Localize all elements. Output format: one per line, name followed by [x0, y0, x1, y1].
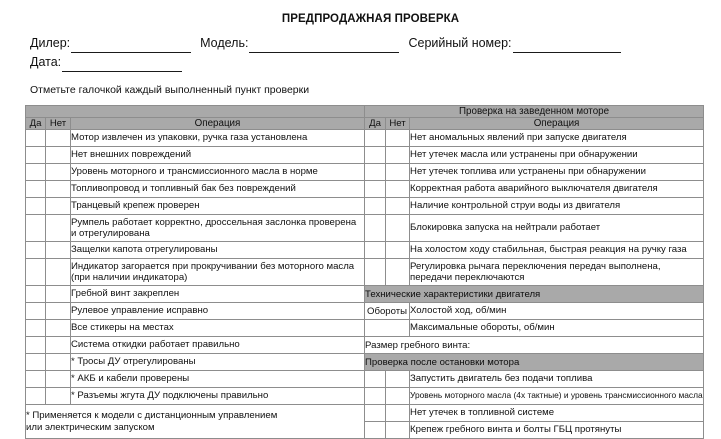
operation-label-left: Мотор извлечен из упаковки, ручка газа установлена — [71, 130, 365, 147]
operation-label-left: Индикатор загорается при прокручивании без моторного масла (при наличии индикатора) — [71, 259, 365, 286]
checkbox-yes-left[interactable] — [26, 242, 46, 259]
rpm-label: Обороты — [365, 303, 410, 320]
column-header-operation-left: Операция — [71, 118, 365, 130]
table-row-propeller-size — [26, 337, 704, 354]
operation-label-left: Румпель работает корректно, дроссельная заслонка проверена и отрегулирована — [71, 215, 365, 242]
checklist-table — [25, 105, 704, 439]
table-column-header-row — [26, 118, 704, 130]
table-row — [26, 147, 704, 164]
table-row-footnote — [26, 405, 704, 422]
checkbox-no-right[interactable] — [386, 422, 410, 439]
checkbox-no-right[interactable] — [386, 405, 410, 422]
table-row — [26, 242, 704, 259]
table-row — [26, 371, 704, 388]
table-section-header-row — [26, 106, 704, 118]
checkbox-no-right[interactable] — [386, 259, 410, 286]
operation-label-right: На холостом ходу стабильная, быстрая реакция на ручку газа — [410, 242, 704, 259]
table-row — [26, 388, 704, 405]
checkbox-no-left[interactable] — [46, 259, 71, 286]
instruction-text: Отметьте галочкой каждый выполненный пункт проверки — [30, 84, 310, 96]
form-row-date — [30, 53, 721, 72]
checkbox-yes-left[interactable] — [26, 337, 46, 354]
checkbox-yes-right[interactable] — [365, 259, 386, 286]
model-label: Модель: — [200, 36, 249, 50]
checkbox-no-left[interactable] — [46, 215, 71, 242]
checkbox-no-left[interactable] — [46, 130, 71, 147]
checkbox-yes-left[interactable] — [26, 130, 46, 147]
checkbox-no-right[interactable] — [386, 198, 410, 215]
left-section-title — [26, 106, 365, 118]
column-header-yes-left: Да — [26, 118, 46, 130]
column-header-no-right: Нет — [386, 118, 410, 130]
column-header-operation-right: Операция — [410, 118, 704, 130]
checkbox-no-right[interactable] — [386, 388, 410, 405]
table-row — [26, 198, 704, 215]
operation-label-right: Запустить двигатель без подачи топлива — [410, 371, 704, 388]
dealer-label: Дилер: — [30, 36, 71, 50]
column-header-no-left: Нет — [46, 118, 71, 130]
operation-label-left: Защелки капота отрегулированы — [71, 242, 365, 259]
checkbox-yes-left[interactable] — [26, 320, 46, 337]
date-label: Дата: — [30, 55, 62, 69]
checkbox-yes-right[interactable] — [365, 388, 386, 405]
checkbox-yes-right[interactable] — [365, 147, 386, 164]
operation-label-left: * АКБ и кабели проверены — [71, 371, 365, 388]
table-row-idle-rpm — [26, 303, 704, 320]
table-row — [26, 164, 704, 181]
checkbox-yes-right[interactable] — [365, 181, 386, 198]
checkbox-yes-right[interactable] — [365, 130, 386, 147]
date-input[interactable] — [62, 60, 182, 72]
checkbox-yes-right[interactable] — [365, 215, 386, 242]
footnote-block — [26, 405, 365, 439]
operation-label-left: Все стикеры на местах — [71, 320, 365, 337]
table-row-after-stop-header — [26, 354, 704, 371]
checkbox-no-left[interactable] — [46, 337, 71, 354]
operation-label-right: Уровень моторного масла (4х тактные) и уровень трансмиссионного масла — [410, 388, 704, 405]
operation-label-left: Уровень моторного и трансмиссионного масла в норме — [71, 164, 365, 181]
table-row — [26, 181, 704, 198]
operation-label-left: * Тросы ДУ отрегулированы — [71, 354, 365, 371]
operation-label-left: Транцевый крепеж проверен — [71, 198, 365, 215]
checkbox-no-right[interactable] — [386, 130, 410, 147]
operation-label-right: Нет аномальных явлений при запуске двигателя — [410, 130, 704, 147]
checkbox-yes-left[interactable] — [26, 259, 46, 286]
checkbox-yes-right[interactable] — [365, 242, 386, 259]
checkbox-no-left[interactable] — [46, 286, 71, 303]
checkbox-no-left[interactable] — [46, 320, 71, 337]
table-row — [26, 259, 704, 286]
column-header-yes-right: Да — [365, 118, 386, 130]
operation-label-right: Крепеж гребного винта и болты ГБЦ протянуты — [410, 422, 704, 439]
rpm-value-input[interactable] — [365, 320, 410, 337]
table-row — [26, 215, 704, 242]
checkbox-no-left[interactable] — [46, 303, 71, 320]
checkbox-no-right[interactable] — [386, 215, 410, 242]
operation-label-left: Система откидки работает правильно — [71, 337, 365, 354]
checkbox-no-right[interactable] — [386, 181, 410, 198]
checkbox-yes-left[interactable] — [26, 303, 46, 320]
table-row — [26, 130, 704, 147]
checkbox-yes-left[interactable] — [26, 164, 46, 181]
operation-label-right: Корректная работа аварийного выключателя двигателя — [410, 181, 704, 198]
checkbox-yes-left[interactable] — [26, 388, 46, 405]
checkbox-no-left[interactable] — [46, 371, 71, 388]
checkbox-no-left[interactable] — [46, 147, 71, 164]
checkbox-no-left[interactable] — [46, 181, 71, 198]
operation-label-left: Топливопровод и топливный бак без повреждений — [71, 181, 365, 198]
checkbox-no-left[interactable] — [46, 198, 71, 215]
operation-label-left: Гребной винт закреплен — [71, 286, 365, 303]
page-title: ПРЕДПРОДАЖНАЯ ПРОВЕРКА — [281, 13, 460, 25]
checkbox-yes-left[interactable] — [26, 181, 46, 198]
operation-label-left: * Разъемы жгута ДУ подключены правильно — [71, 388, 365, 405]
checkbox-yes-right[interactable] — [365, 198, 386, 215]
operation-label-right: Регулировка рычага переключения передач выполнена, передачи переключаются — [410, 259, 704, 286]
checkbox-yes-left[interactable] — [26, 198, 46, 215]
checkbox-no-right[interactable] — [386, 242, 410, 259]
checkbox-yes-left[interactable] — [26, 371, 46, 388]
operation-label-right: Нет утечек топлива или устранены при обнаружении — [410, 164, 704, 181]
right-section-title: Проверка на заведенном моторе — [365, 106, 704, 118]
engine-specs-section-title: Технические характеристики двигателя — [365, 286, 704, 303]
operation-label-right: Нет утечек в топливной системе — [410, 405, 704, 422]
checkbox-no-left[interactable] — [46, 164, 71, 181]
table-row-specs-header — [26, 286, 704, 303]
operation-label-right: Блокировка запуска на нейтрали работает — [410, 215, 704, 242]
checkbox-yes-left[interactable] — [26, 354, 46, 371]
max-rpm-label: Максимальные обороты, об/мин — [410, 320, 704, 337]
idle-rpm-label: Холостой ход, об/мин — [410, 303, 704, 320]
operation-label-left: Нет внешних повреждений — [71, 147, 365, 164]
checkbox-no-left[interactable] — [46, 242, 71, 259]
footnote-line-1: * Применяется к модели с дистанционным управлением — [26, 410, 278, 421]
checkbox-no-right[interactable] — [386, 164, 410, 181]
checkbox-yes-left[interactable] — [26, 286, 46, 303]
checkbox-no-right[interactable] — [386, 147, 410, 164]
checkbox-yes-right[interactable] — [365, 164, 386, 181]
form-row-primary — [30, 34, 721, 53]
after-stop-section-title: Проверка после остановки мотора — [365, 354, 704, 371]
checkbox-yes-left[interactable] — [26, 147, 46, 164]
checklist-table-wrapper — [0, 105, 721, 439]
propeller-size-label[interactable]: Размер гребного винта: — [365, 337, 704, 354]
serial-number-input[interactable] — [513, 41, 621, 53]
checkbox-yes-right[interactable] — [365, 405, 386, 422]
operation-label-right: Нет утечек масла или устранены при обнаружении — [410, 147, 704, 164]
operation-label-left: Рулевое управление исправно — [71, 303, 365, 320]
form-fields — [0, 34, 721, 72]
table-row-max-rpm — [26, 320, 704, 337]
operation-label-right: Наличие контрольной струи воды из двигателя — [410, 198, 704, 215]
serial-number-label: Серийный номер: — [408, 36, 512, 50]
dealer-input[interactable] — [71, 41, 191, 53]
model-input[interactable] — [249, 41, 399, 53]
footnote-line-2: или электрическим запуском — [26, 421, 155, 433]
checkbox-yes-right[interactable] — [365, 422, 386, 439]
checkbox-no-right[interactable] — [386, 371, 410, 388]
checkbox-yes-left[interactable] — [26, 215, 46, 242]
checkbox-no-left[interactable] — [46, 388, 71, 405]
checkbox-no-left[interactable] — [46, 354, 71, 371]
checkbox-yes-right[interactable] — [365, 371, 386, 388]
